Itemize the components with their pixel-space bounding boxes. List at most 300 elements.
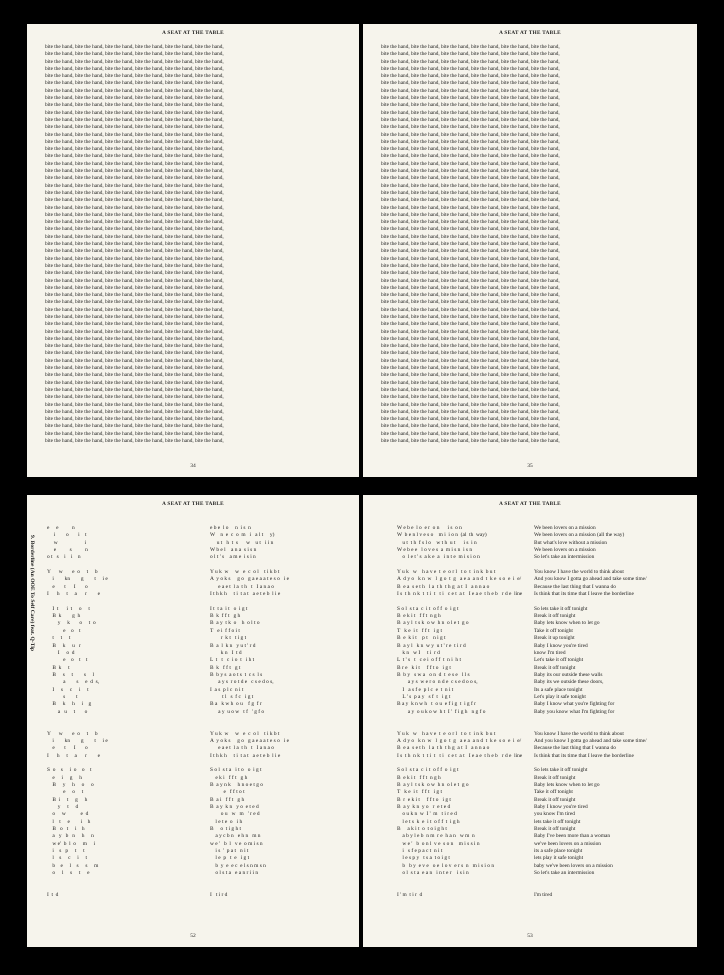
- lyric-line: We been lovers on a mission: [534, 525, 596, 531]
- lyric-line: b y e e c e l s n m s n: [210, 862, 266, 869]
- lyric-line: l e p t e i g t: [210, 855, 250, 862]
- repeated-line: bite the hand, bite the hand, bite the hand, bite the hand, bite the hand, bite the hand,: [45, 343, 224, 350]
- lyric-line: o l s t a e a n r i i n: [210, 870, 259, 877]
- lyric-line: B r e k i t f f t o i g t: [397, 664, 451, 671]
- repeated-line: bite the hand, bite the hand, bite the hand, bite the hand, bite the hand, bite the hand,: [45, 313, 224, 320]
- lyric-line: So lets take it off tonight: [534, 605, 588, 612]
- repeated-line: bite the hand, bite the hand, bite the hand, bite the hand, bite the hand, bite the hand,: [45, 160, 224, 167]
- lyric-line: [210, 716, 350, 723]
- lyric-line: e k i f f t g h: [210, 774, 248, 781]
- lyric-line: L t t c i o t i h t: [210, 657, 255, 664]
- lyric-line: i o i t: [47, 532, 87, 539]
- repeated-line: bite the hand, bite the hand, bite the hand, bite the hand, bite the hand, bite the hand,: [45, 211, 224, 218]
- lyric-line: baby we've been lovers on a mission: [534, 862, 613, 869]
- lyric-line: B o t i g h t: [210, 826, 241, 833]
- repeated-line: bite the hand, bite the hand, bite the hand, bite the hand, bite the hand, bite the hand,: [45, 372, 224, 379]
- repeated-line: bite the hand, bite the hand, bite the hand, bite the hand, bite the hand, bite the hand,: [45, 241, 224, 248]
- lyric-line: w e ' b l v e o m i s n: [210, 840, 263, 847]
- repeated-line: bite the hand, bite the hand, bite the hand, bite the hand, bite the hand, bite the hand,: [381, 350, 560, 357]
- lyric-line: Y u k w w e c o l t i k b t: [210, 569, 280, 576]
- repeated-line: bite the hand, bite the hand, bite the hand, bite the hand, bite the hand, bite the hand,: [45, 255, 224, 262]
- lyric-line: e o t t: [47, 657, 88, 664]
- lyric-line: its a safe place tonight: [534, 848, 583, 855]
- lyric-line: B k f f t g h: [210, 613, 241, 620]
- lyric-line: W e b e l o e r o n i s o n: [397, 525, 462, 531]
- lyric-line: B a i f f t g h: [210, 796, 245, 803]
- repeated-line: bite the hand, bite the hand, bite the hand, bite the hand, bite the hand, bite the hand,: [381, 379, 560, 386]
- repeated-line: bite the hand, bite the hand, bite the hand, bite the hand, bite the hand, bite the hand,: [45, 109, 224, 116]
- repeated-text-block: [381, 44, 679, 445]
- lyric-line: o l s t e: [47, 870, 90, 877]
- repeated-line: bite the hand, bite the hand, bite the hand, bite the hand, bite the hand, bite the hand,: [381, 408, 560, 415]
- lyric-line: Break it off tonight: [534, 796, 576, 803]
- lyric-line: B e k i t f f t n g h: [397, 613, 441, 620]
- repeated-line: bite the hand, bite the hand, bite the hand, bite the hand, bite the hand, bite the hand,: [45, 204, 224, 211]
- lyric-line: W b e n l v e s o m i i o n (al th way): [397, 532, 487, 539]
- lyric-line: k n I t d: [210, 649, 242, 656]
- lyric-line: [534, 723, 694, 730]
- repeated-line: bite the hand, bite the hand, bite the hand, bite the hand, bite the hand, bite the hand,: [381, 430, 560, 437]
- repeated-line: bite the hand, bite the hand, bite the hand, bite the hand, bite the hand, bite the hand,: [45, 299, 224, 306]
- lyric-line: I t d: [47, 892, 59, 899]
- lyric-line: l e t s k e i t o f f t i g h: [397, 818, 460, 825]
- lyric-line: Break it up tonight: [534, 635, 575, 642]
- repeated-line: bite the hand, bite the hand, bite the hand, bite the hand, bite the hand, bite the hand,: [381, 168, 560, 175]
- lyric-line: i kn g t i e: [47, 737, 108, 744]
- repeated-line: bite the hand, bite the hand, bite the hand, bite the hand, bite the hand, bite the hand,: [45, 386, 224, 393]
- lyric-line: a s e d s,: [47, 679, 100, 686]
- lyric-line: b e l s s m: [47, 862, 99, 869]
- repeated-line: bite the hand, bite the hand, bite the hand, bite the hand, bite the hand, bite the hand,: [381, 321, 560, 328]
- lyric-line: Is think that its time that I leave the borderline: [534, 591, 634, 598]
- lyric-line: [534, 885, 694, 892]
- lyric-line: Break it off tonight: [534, 774, 576, 781]
- page-53: [363, 495, 697, 947]
- lyric-line: So let's take an intermission: [534, 870, 595, 877]
- repeated-line: bite the hand, bite the hand, bite the hand, bite the hand, bite the hand, bite the hand,: [381, 365, 560, 372]
- lyric-line: You know I have the world to think about: [534, 569, 624, 576]
- lyric-line: o l s t a e a n i n t e r i s i n: [397, 870, 469, 877]
- lyric-line: l s c i t: [47, 855, 87, 862]
- lyric-line: Is think that its time that I leave the borderline: [534, 752, 634, 759]
- page-number: 52: [190, 933, 196, 939]
- repeated-line: bite the hand, bite the hand, bite the hand, bite the hand, bite the hand, bite the hand,: [45, 394, 224, 401]
- repeated-line: bite the hand, bite the hand, bite the hand, bite the hand, bite the hand, bite the hand,: [381, 292, 560, 299]
- lyric-line: a u t o: [47, 708, 88, 715]
- repeated-line: bite the hand, bite the hand, bite the hand, bite the hand, bite the hand, bite the hand,: [381, 343, 560, 350]
- repeated-line: bite the hand, bite the hand, bite the hand, bite the hand, bite the hand, bite the hand,: [45, 262, 224, 269]
- repeated-line: bite the hand, bite the hand, bite the hand, bite the hand, bite the hand, bite the hand,: [45, 423, 224, 430]
- lyric-line: I ' m t i r d: [397, 892, 423, 899]
- lyric-line: u t t h f s l o w t h u t i s i n: [397, 539, 477, 546]
- repeated-line: bite the hand, bite the hand, bite the hand, bite the hand, bite the hand, bite the hand,: [381, 65, 560, 72]
- lyric-line: lets take it off tonight: [534, 818, 581, 825]
- lyric-line: A y o k s g o g a e a a t e s o i e: [210, 737, 290, 744]
- repeated-line: bite the hand, bite the hand, bite the hand, bite the hand, bite the hand, bite the hand,: [381, 226, 560, 233]
- lyric-line: Baby you know what I'm fighting for: [534, 708, 615, 715]
- repeated-line: bite the hand, bite the hand, bite the hand, bite the hand, bite the hand, bite the hand,: [381, 299, 560, 306]
- lyric-line: [47, 598, 177, 605]
- repeated-line: bite the hand, bite the hand, bite the hand, bite the hand, bite the hand, bite the hand,: [45, 270, 224, 277]
- lyric-line: W e b e e l o v e s a m i s n i s n: [397, 547, 473, 554]
- lyric-line: o l t ' s a m e i s i n: [210, 554, 256, 561]
- lyric-line: A y o k s g o g a e a a t e s o i e: [210, 576, 290, 583]
- lyric-line: o t s i i n: [47, 554, 81, 561]
- lyric-line: B k t: [47, 664, 70, 671]
- lyric-line: [534, 562, 694, 569]
- repeated-line: bite the hand, bite the hand, bite the hand, bite the hand, bite the hand, bite the hand,: [45, 219, 224, 226]
- repeated-line: bite the hand, bite the hand, bite the hand, bite the hand, bite the hand, bite the hand,: [45, 131, 224, 138]
- lyric-line: Y u k w h a v e t e o r l t o t i n k b u t: [397, 730, 496, 737]
- lyric-line: e o t: [47, 789, 84, 796]
- lyric-line: we've been lovers on a mission: [534, 840, 601, 847]
- repeated-line: bite the hand, bite the hand, bite the hand, bite the hand, bite the hand, bite the hand,: [381, 146, 560, 153]
- lyric-line: lets play it safe tonight: [534, 855, 584, 862]
- repeated-line: bite the hand, bite the hand, bite the hand, bite the hand, bite the hand, bite the hand,: [381, 219, 560, 226]
- lyric-line: B o t i h: [47, 826, 85, 833]
- lyric-line: Baby its we outside these doors,: [534, 679, 604, 686]
- repeated-line: bite the hand, bite the hand, bite the hand, bite the hand, bite the hand, bite the hand,: [381, 313, 560, 320]
- song-title: 9. Borderline (An OOE To Self Care) feat. Q-Tip: [29, 535, 35, 652]
- repeated-line: bite the hand, bite the hand, bite the hand, bite the hand, bite the hand, bite the hand,: [381, 95, 560, 102]
- lyric-line: Baby I know what you're fighting for: [534, 701, 615, 708]
- lyric-line: B e k i t f f t n g h: [397, 774, 441, 781]
- repeated-line: bite the hand, bite the hand, bite the hand, bite the hand, bite the hand, bite the hand,: [45, 197, 224, 204]
- repeated-line: bite the hand, bite the hand, bite the hand, bite the hand, bite the hand, bite the hand,: [381, 233, 560, 240]
- repeated-line: bite the hand, bite the hand, bite the hand, bite the hand, bite the hand, bite the hand,: [45, 357, 224, 364]
- lyric-line: B b y s a o t s t c s l s: [210, 671, 263, 678]
- lyric-line: A d y o k n w l g o t g a e a a n d t k e s o e i e/: [397, 737, 522, 744]
- lyric-line: I t t a i t o i g t: [210, 605, 248, 612]
- repeated-line: bite the hand, bite the hand, bite the hand, bite the hand, bite the hand, bite the hand,: [45, 365, 224, 372]
- repeated-line: bite the hand, bite the hand, bite the hand, bite the hand, bite the hand, bite the hand,: [381, 160, 560, 167]
- repeated-line: bite the hand, bite the hand, bite the hand, bite the hand, bite the hand, bite the hand,: [381, 204, 560, 211]
- repeated-line: bite the hand, bite the hand, bite the hand, bite the hand, bite the hand, bite the hand,: [45, 248, 224, 255]
- repeated-line: bite the hand, bite the hand, bite the hand, bite the hand, bite the hand, bite the hand,: [45, 379, 224, 386]
- lyric-line: l e s p y t s a t o i g t: [397, 855, 450, 862]
- repeated-line: bite the hand, bite the hand, bite the hand, bite the hand, bite the hand, bite the hand,: [381, 328, 560, 335]
- lyric-line: e b e l o n i s n: [210, 525, 251, 531]
- lyric-line: know I'm tired: [534, 649, 566, 656]
- lyric-line: [397, 598, 533, 605]
- repeated-line: bite the hand, bite the hand, bite the hand, bite the hand, bite the hand, bite the hand,: [45, 189, 224, 196]
- running-head-right: A SEAT AT THE TABLE: [499, 501, 561, 507]
- lyric-line: [397, 562, 533, 569]
- repeated-line: bite the hand, bite the hand, bite the hand, bite the hand, bite the hand, bite the hand,: [381, 262, 560, 269]
- lyric-line: i s f e p a c t n i t: [397, 848, 443, 855]
- repeated-line: bite the hand, bite the hand, bite the hand, bite the hand, bite the hand, bite the hand,: [381, 153, 560, 160]
- repeated-line: bite the hand, bite the hand, bite the hand, bite the hand, bite the hand, bite the hand,: [45, 44, 224, 50]
- lyric-line: B a y k n y o r e t e d: [397, 804, 451, 811]
- song-title-vertical: [27, 535, 45, 695]
- lyric-line: I o d: [47, 649, 75, 656]
- repeated-line: bite the hand, bite the hand, bite the hand, bite the hand, bite the hand, bite the hand,: [381, 416, 560, 423]
- repeated-line: bite the hand, bite the hand, bite the hand, bite the hand, bite the hand, bite the hand,: [381, 102, 560, 109]
- lyric-line: T e i f f o i t: [210, 627, 240, 634]
- lyrics-column-fragmented: [210, 525, 350, 900]
- lyric-line: Baby its our outside these walls: [534, 671, 603, 678]
- lyric-line: i s p t t: [47, 848, 85, 855]
- lyric-line: b b y e v e o e l o v e r s n m i s i o n: [397, 862, 495, 869]
- lyric-line: y k o t o: [47, 620, 96, 627]
- repeated-line: bite the hand, bite the hand, bite the hand, bite the hand, bite the hand, bite the hand,: [45, 430, 224, 437]
- lyric-line: Break it off tonight: [534, 664, 576, 671]
- repeated-line: bite the hand, bite the hand, bite the hand, bite the hand, bite the hand, bite the hand,: [381, 357, 560, 364]
- lyric-line: Y u k w h a v e t e o r l t o t i n k b u t: [397, 569, 496, 576]
- lyric-line: I t h k h t i t a t a e t e b l i e: [210, 752, 281, 759]
- lyric-line: S o s i o o t: [47, 767, 92, 774]
- lyric-line: [534, 716, 694, 723]
- repeated-line: bite the hand, bite the hand, bite the hand, bite the hand, bite the hand, bite the hand,: [381, 423, 560, 430]
- lyric-line: B a y l k n w y u t ' r e t i r d: [397, 642, 466, 649]
- lyric-line: l e t e o i h: [210, 818, 243, 825]
- lyric-line: B a k i t o t o i g h t: [397, 826, 447, 833]
- repeated-line: bite the hand, bite the hand, bite the hand, bite the hand, bite the hand, bite the hand,: [381, 241, 560, 248]
- repeated-line: bite the hand, bite the hand, bite the hand, bite the hand, bite the hand, bite the hand,: [45, 168, 224, 175]
- lyric-line: o w e d: [47, 811, 89, 818]
- repeated-line: bite the hand, bite the hand, bite the hand, bite the hand, bite the hand, bite the hand,: [45, 124, 224, 131]
- lyric-line: [47, 716, 177, 723]
- lyric-line: B k g h: [47, 613, 81, 620]
- repeated-line: bite the hand, bite the hand, bite the hand, bite the hand, bite the hand, bite the hand,: [45, 138, 224, 145]
- lyric-line: But what's love without a mission: [534, 539, 607, 546]
- lyric-line: [210, 723, 350, 730]
- lyric-line: Take it off tonight: [534, 627, 573, 634]
- repeated-line: bite the hand, bite the hand, bite the hand, bite the hand, bite the hand, bite the hand,: [381, 438, 560, 445]
- repeated-line: bite the hand, bite the hand, bite the hand, bite the hand, bite the hand, bite the hand,: [381, 116, 560, 123]
- repeated-line: bite the hand, bite the hand, bite the hand, bite the hand, bite the hand, bite the hand,: [45, 277, 224, 284]
- lyric-line: We been lovers on a mission: [534, 547, 596, 554]
- page-number: 53: [527, 933, 533, 939]
- lyric-line: I t i t o t: [47, 605, 90, 612]
- lyric-line: B y h o o: [47, 782, 94, 789]
- page-number: 34: [190, 463, 196, 469]
- repeated-line: bite the hand, bite the hand, bite the hand, bite the hand, bite the hand, bite the hand,: [381, 87, 560, 94]
- lyric-line: Let's play it safe tonight: [534, 693, 586, 700]
- repeated-line: bite the hand, bite the hand, bite the hand, bite the hand, bite the hand, bite the hand,: [381, 284, 560, 291]
- repeated-line: bite the hand, bite the hand, bite the hand, bite the hand, bite the hand, bite the hand,: [381, 131, 560, 138]
- lyric-line: I s t h n k t t i t t i c e t a t I e a e t h e b r d e line: [397, 591, 523, 598]
- repeated-line: bite the hand, bite the hand, bite the hand, bite the hand, bite the hand, bite the hand,: [381, 58, 560, 65]
- repeated-line: bite the hand, bite the hand, bite the hand, bite the hand, bite the hand, bite the hand,: [381, 51, 560, 58]
- lyric-line: Baby I've been more than a woman: [534, 833, 611, 840]
- lyric-line: o u w m ' r e d: [210, 811, 260, 818]
- lyric-line: e t I o: [47, 745, 88, 752]
- repeated-line: bite the hand, bite the hand, bite the hand, bite the hand, bite the hand, bite the hand,: [45, 416, 224, 423]
- lyrics-column-fragmented: [47, 525, 177, 900]
- lyric-line: Because the last thing that I wanna do: [534, 745, 616, 752]
- lyric-line: B a y n k h n o e t g o: [210, 782, 264, 789]
- repeated-line: bite the hand, bite the hand, bite the hand, bite the hand, bite the hand, bite the hand,: [381, 306, 560, 313]
- lyric-line: a y u o w t f ' g f o: [210, 708, 265, 715]
- lyric-line: Because the last thing that I wanna do: [534, 583, 616, 590]
- lyric-line: Baby lets know when to let go: [534, 620, 600, 627]
- lyric-line: S o l s t a i t o o i g t: [210, 767, 262, 774]
- repeated-line: bite the hand, bite the hand, bite the hand, bite the hand, bite the hand, bite the hand,: [45, 102, 224, 109]
- lyric-line: A d y o k n w l g o t g a e a a n d t k e s o e i e/: [397, 576, 522, 583]
- repeated-line: bite the hand, bite the hand, bite the hand, bite the hand, bite the hand, bite the hand,: [45, 58, 224, 65]
- lyric-line: y t d: [47, 804, 79, 811]
- repeated-line: bite the hand, bite the hand, bite the hand, bite the hand, bite the hand, bite the hand,: [381, 386, 560, 393]
- lyric-line: i s ' p a t n i t: [210, 848, 249, 855]
- repeated-line: bite the hand, bite the hand, bite the hand, bite the hand, bite the hand, bite the hand,: [45, 408, 224, 415]
- lyric-line: We been lovers on a mission (all the way): [534, 532, 625, 539]
- lyric-line: k n w I t i r d: [397, 649, 440, 656]
- running-head-left: A SEAT AT THE TABLE: [162, 501, 224, 507]
- lyric-line: B i t g h: [47, 796, 88, 803]
- repeated-line: bite the hand, bite the hand, bite the hand, bite the hand, bite the hand, bite the hand,: [45, 284, 224, 291]
- lyric-line: I t i r d: [210, 892, 228, 899]
- lyric-line: I s c i t: [47, 686, 89, 693]
- repeated-line: bite the hand, bite the hand, bite the hand, bite the hand, bite the hand, bite the hand,: [381, 44, 560, 50]
- lyric-line: e e n: [47, 525, 75, 531]
- lyric-line: [47, 760, 177, 767]
- repeated-line: bite the hand, bite the hand, bite the hand, bite the hand, bite the hand, bite the hand,: [381, 124, 560, 131]
- lyric-line: u t h t s w u t i i n: [210, 539, 274, 546]
- lyric-line: So let's take an intermission: [534, 554, 595, 561]
- lyric-line: e a e t l a t h t I a n a o: [210, 745, 274, 752]
- repeated-line: bite the hand, bite the hand, bite the hand, bite the hand, bite the hand, bite the hand,: [45, 401, 224, 408]
- lyric-line: [397, 716, 533, 723]
- lyric-line: e f f t o t: [210, 789, 245, 796]
- lyric-line: [210, 562, 350, 569]
- lyric-line: B r e k i t f f t o i g t: [397, 796, 451, 803]
- lyric-line: a y c b n e h n m n: [210, 833, 261, 840]
- lyric-line: [534, 878, 694, 885]
- lyric-line: I h t a r e: [47, 591, 100, 598]
- lyric-line: I'm tired: [534, 892, 553, 899]
- lyric-line: Take it off tonight: [534, 789, 573, 796]
- lyric-line: Let's take it off tonight: [534, 657, 584, 664]
- lyric-line: [210, 885, 350, 892]
- lyrics-column-fragmented: [397, 525, 533, 900]
- lyric-line: I t h k h t i t a t a e t e b l i e: [210, 591, 281, 598]
- lyric-line: i kn g t i e: [47, 576, 108, 583]
- lyric-line: I s t h n k t t i t t i c e t a t I e a e t h e b r d e line: [397, 752, 523, 759]
- lyric-line: Y u k w w e c o l t i k b t: [210, 730, 280, 737]
- lyric-line: L ' s p a y s f t i g t: [397, 693, 451, 700]
- repeated-line: bite the hand, bite the hand, bite the hand, bite the hand, bite the hand, bite the hand,: [45, 73, 224, 80]
- repeated-line: bite the hand, bite the hand, bite the hand, bite the hand, bite the hand, bite the hand,: [45, 233, 224, 240]
- lyric-line: [397, 878, 533, 885]
- repeated-line: bite the hand, bite the hand, bite the hand, bite the hand, bite the hand, bite the hand,: [381, 109, 560, 116]
- lyric-line: Its a safe place tonight: [534, 686, 583, 693]
- repeated-line: bite the hand, bite the hand, bite the hand, bite the hand, bite the hand, bite the hand,: [381, 277, 560, 284]
- lyric-line: I a s p l c n i t: [210, 686, 244, 693]
- lyric-line: o u k n w I ' m t i r e d: [397, 811, 457, 818]
- lyric-line: a y s r o t d e c s e d o s,: [210, 679, 274, 686]
- lyric-line: [210, 760, 350, 767]
- lyric-line: e s n: [47, 547, 88, 554]
- lyric-line: B k f f t g t: [210, 664, 241, 671]
- lyric-line: L t ' s t c e i o f f t n i h t: [397, 657, 461, 664]
- repeated-line: bite the hand, bite the hand, bite the hand, bite the hand, bite the hand, bite the hand,: [45, 51, 224, 58]
- lyric-line: e t I o: [47, 583, 88, 590]
- lyric-line: [397, 723, 533, 730]
- repeated-line: bite the hand, bite the hand, bite the hand, bite the hand, bite the hand, bite the hand,: [381, 401, 560, 408]
- lyric-line: B b y s w a o n d t e s e l l s: [397, 671, 470, 678]
- repeated-line: bite the hand, bite the hand, bite the hand, bite the hand, bite the hand, bite the hand,: [45, 182, 224, 189]
- repeated-line: bite the hand, bite the hand, bite the hand, bite the hand, bite the hand, bite the hand,: [45, 146, 224, 153]
- repeated-line: bite the hand, bite the hand, bite the hand, bite the hand, bite the hand, bite the hand,: [45, 226, 224, 233]
- lyric-line: l t e i h: [47, 818, 91, 825]
- lyric-line: e o t: [47, 627, 81, 634]
- repeated-line: bite the hand, bite the hand, bite the hand, bite the hand, bite the hand, bite the hand,: [45, 80, 224, 87]
- lyric-line: W n e c o m i a l t y): [210, 532, 275, 539]
- repeated-line: bite the hand, bite the hand, bite the hand, bite the hand, bite the hand, bite the hand,: [381, 73, 560, 80]
- lyric-line: [397, 885, 533, 892]
- lyric-line: B a y k n w h t o u e f i g t i g f r: [397, 701, 476, 708]
- lyric-line: a b y l e b n m r e h a n w m n: [397, 833, 475, 840]
- lyric-line: a y o u k o w h t I ' f i g h n g f o: [397, 708, 486, 715]
- lyric-line: B a y l t s k o w h n o l e t g o: [397, 782, 469, 789]
- page-35: [363, 24, 697, 477]
- lyric-line: Break it off tonight: [534, 613, 576, 620]
- lyric-line: Baby I know you're tired: [534, 804, 588, 811]
- repeated-line: bite the hand, bite the hand, bite the hand, bite the hand, bite the hand, bite the hand,: [381, 270, 560, 277]
- lyric-line: And you know I gotta go ahead and take some time/: [534, 737, 647, 744]
- lyric-line: B a l k n y u t ' r d: [210, 642, 256, 649]
- lyric-line: And you know I gotta go ahead and take some time/: [534, 576, 647, 583]
- lyric-line: S o l s t a c i t o f f o i g t: [397, 605, 459, 612]
- repeated-line: bite the hand, bite the hand, bite the hand, bite the hand, bite the hand, bite the hand,: [381, 197, 560, 204]
- repeated-line: bite the hand, bite the hand, bite the hand, bite the hand, bite the hand, bite the hand,: [45, 116, 224, 123]
- repeated-line: bite the hand, bite the hand, bite the hand, bite the hand, bite the hand, bite the hand,: [381, 248, 560, 255]
- repeated-line: bite the hand, bite the hand, bite the hand, bite the hand, bite the hand, bite the hand,: [45, 292, 224, 299]
- lyric-line: [534, 598, 694, 605]
- lyric-line: You know I have the world to think about: [534, 730, 624, 737]
- lyric-line: B a y k n y o e t e d: [210, 804, 259, 811]
- repeated-line: bite the hand, bite the hand, bite the hand, bite the hand, bite the hand, bite the hand,: [381, 372, 560, 379]
- lyric-line: B k h i g: [47, 701, 92, 708]
- lyric-line: So lets take it off tonight: [534, 767, 588, 774]
- repeated-line: bite the hand, bite the hand, bite the hand, bite the hand, bite the hand, bite the hand,: [381, 182, 560, 189]
- repeated-line: bite the hand, bite the hand, bite the hand, bite the hand, bite the hand, bite the hand,: [45, 65, 224, 72]
- lyric-line: B a y t k o h o l t o: [210, 620, 260, 627]
- repeated-line: bite the hand, bite the hand, bite the hand, bite the hand, bite the hand, bite the hand,: [45, 321, 224, 328]
- repeated-line: bite the hand, bite the hand, bite the hand, bite the hand, bite the hand, bite the hand,: [45, 153, 224, 160]
- lyric-line: B k u r: [47, 642, 81, 649]
- repeated-line: bite the hand, bite the hand, bite the hand, bite the hand, bite the hand, bite the hand,: [45, 87, 224, 94]
- repeated-line: bite the hand, bite the hand, bite the hand, bite the hand, bite the hand, bite the hand,: [381, 80, 560, 87]
- lyric-line: [47, 878, 177, 885]
- repeated-line: bite the hand, bite the hand, bite the hand, bite the hand, bite the hand, bite the hand,: [45, 438, 224, 445]
- lyric-line: W b e l a n a s i s n: [210, 547, 257, 554]
- repeated-line: bite the hand, bite the hand, bite the hand, bite the hand, bite the hand, bite the hand,: [381, 335, 560, 342]
- lyric-line: B e a s e t h l a t h t h g a t I a n n a o: [397, 583, 490, 590]
- lyric-line: [47, 885, 177, 892]
- lyric-line: [210, 598, 350, 605]
- lyric-line: s t: [47, 693, 78, 700]
- repeated-line: bite the hand, bite the hand, bite the hand, bite the hand, bite the hand, bite the hand,: [381, 394, 560, 401]
- lyric-line: Break it off tonight: [534, 826, 576, 833]
- lyric-line: B e k i t p t n i g t: [397, 635, 446, 642]
- repeated-line: bite the hand, bite the hand, bite the hand, bite the hand, bite the hand, bite the hand,: [381, 255, 560, 262]
- lyric-line: T k e i t f f t i g t: [397, 789, 442, 796]
- lyric-line: I a s f e p l c e t n i t: [397, 686, 454, 693]
- lyric-line: B a y l t s k o w h n o l e t g o: [397, 620, 469, 627]
- repeated-line: bite the hand, bite the hand, bite the hand, bite the hand, bite the hand, bite the hand,: [381, 211, 560, 218]
- lyric-line: e a e t l a t h t I a n a o: [210, 583, 274, 590]
- lyric-line: [47, 562, 177, 569]
- lyric-line: e i g h: [47, 774, 82, 781]
- repeated-line: bite the hand, bite the hand, bite the hand, bite the hand, bite the hand, bite the hand,: [381, 138, 560, 145]
- lyric-line: [47, 723, 177, 730]
- lyric-line: B s t s l: [47, 671, 95, 678]
- repeated-line: bite the hand, bite the hand, bite the hand, bite the hand, bite the hand, bite the hand,: [45, 335, 224, 342]
- lyric-line: [210, 878, 350, 885]
- lyric-line: B a k w h o u f g f r: [210, 701, 262, 708]
